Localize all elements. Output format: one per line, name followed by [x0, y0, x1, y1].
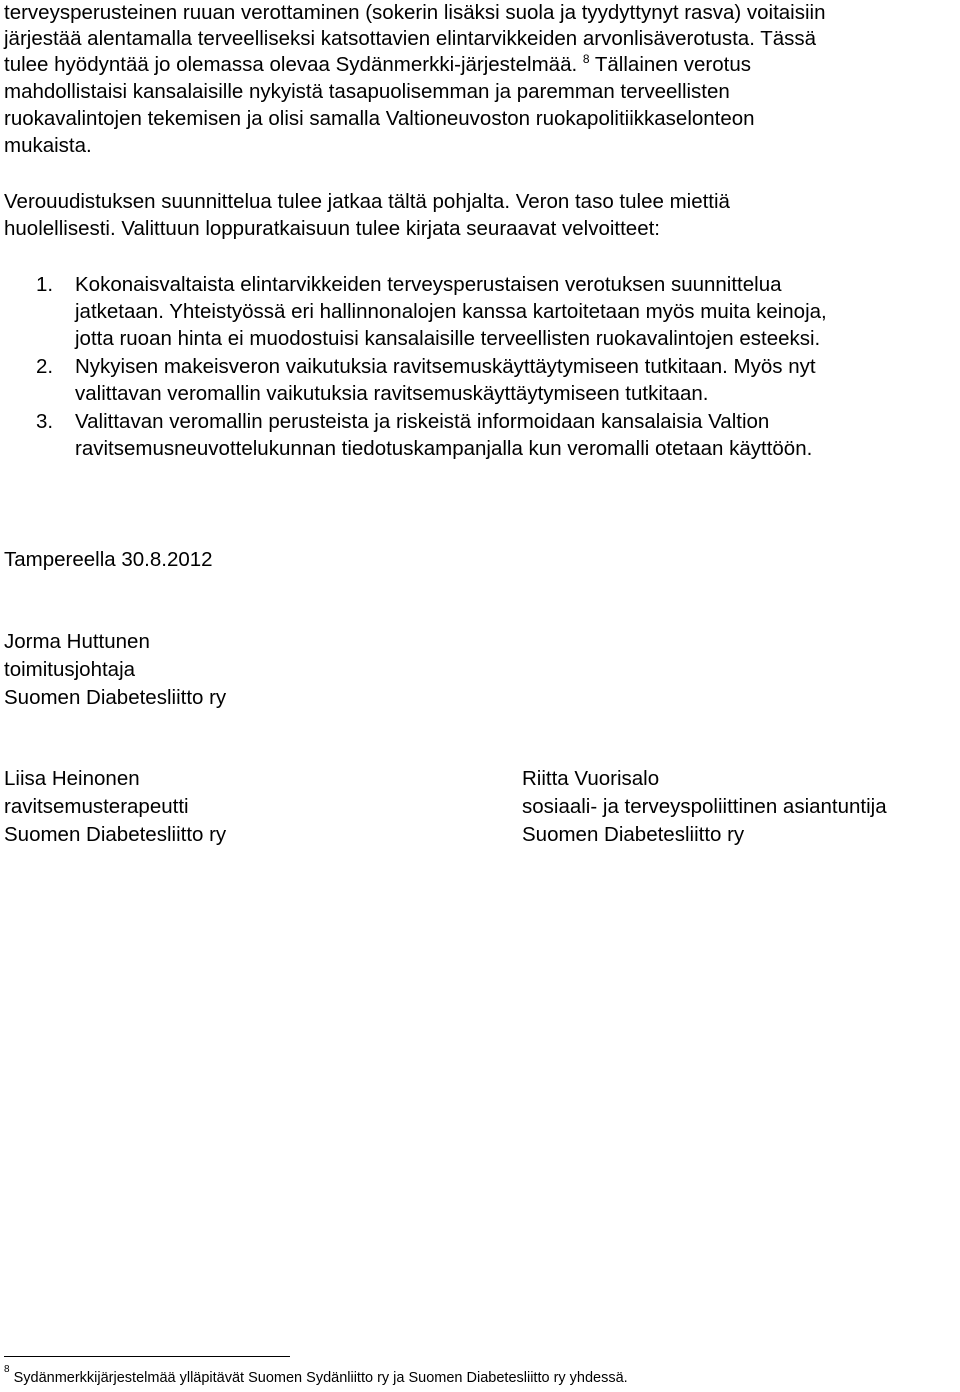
list-item-line: Valittavan veromallin perusteista ja riskeistä informoidaan kansalaisia Valtion: [75, 410, 770, 433]
signatory-right: [522, 765, 887, 849]
signatory-title: ravitsemusterapeutti: [4, 795, 189, 818]
text-line: järjestää alentamalla terveelliseksi katsottavien elintarvikkeiden arvonlisäverotusta. Tässä: [4, 27, 817, 50]
signatory-organization: Suomen Diabetesliitto ry: [4, 686, 227, 709]
text-line: huolellisesti. Valittuun loppuratkaisuun tulee kirjata seuraavat velvoitteet:: [4, 217, 660, 240]
signatory-name: Jorma Huttunen: [4, 630, 150, 653]
list-item-line: valittavan veromallin vaikutuksia ravitsemuskäyttäytymiseen tutkitaan.: [75, 382, 709, 405]
list-item-line: Nykyisen makeisveron vaikutuksia ravitsemuskäyttäytymiseen tutkitaan. Myös nyt: [75, 355, 816, 378]
signatory-left: [4, 765, 226, 849]
footnote-reference[interactable]: 8: [582, 52, 590, 66]
signatory-title: toimitusjohtaja: [4, 658, 136, 681]
list-item-line: jotta ruoan hinta ei muodostuisi kansalaisille terveellisten ruokavalintojen esteeksi.: [75, 327, 821, 350]
signatory-name: Liisa Heinonen: [4, 767, 140, 790]
text-line: ruokavalintojen tekemisen ja olisi samalla Valtioneuvoston ruokapolitiikkaselonteon: [4, 107, 755, 130]
list-number: 3.: [36, 410, 54, 433]
text-line: mahdollistaisi kansalaisille nykyistä tasapuolisemman ja paremman terveellisten: [4, 80, 730, 103]
signatory-organization: Suomen Diabetesliitto ry: [4, 823, 227, 846]
footnote-divider: [4, 1356, 290, 1357]
footnote-text: Sydänmerkkijärjestelmää ylläpitävät Suomen Sydänliitto ry ja Suomen Diabetesliitto ry yhdessä.: [13, 1370, 628, 1386]
list-item-line: jatketaan. Yhteistyössä eri hallinnonalojen kanssa kartoitetaan myös muita keinoja,: [75, 300, 827, 323]
text-line: [4, 52, 751, 78]
signatory-title: sosiaali- ja terveyspoliittinen asiantuntija: [522, 795, 887, 818]
signatory-main: [4, 628, 226, 712]
text-line: mukaista.: [4, 134, 92, 157]
text-line: terveysperusteinen ruuan verottaminen (sokerin lisäksi suola ja tyydyttynyt rasva) voitaisiin: [4, 1, 826, 24]
text-segment: tulee hyödyntää jo olemassa olevaa Sydänmerkki-järjestelmää.: [4, 53, 578, 76]
footnote: [4, 1364, 628, 1388]
list-item-line: Kokonaisvaltaista elintarvikkeiden terveysperustaisen verotuksen suunnittelua: [75, 273, 782, 296]
signatory-organization: Suomen Diabetesliitto ry: [522, 823, 745, 846]
text-line: Verouudistuksen suunnittelua tulee jatkaa tältä pohjalta. Veron taso tulee miettiä: [4, 190, 730, 213]
list-number: 1.: [36, 273, 54, 296]
list-number: 2.: [36, 355, 54, 378]
footnote-number: 8: [4, 1364, 10, 1375]
list-item-line: ravitsemusneuvottelukunnan tiedotuskampanjalla kun veromalli otetaan käyttöön.: [75, 437, 813, 460]
place-date: Tampereella 30.8.2012: [4, 548, 213, 571]
text-segment: Tällainen verotus: [589, 53, 751, 76]
signatory-name: Riitta Vuorisalo: [522, 767, 660, 790]
